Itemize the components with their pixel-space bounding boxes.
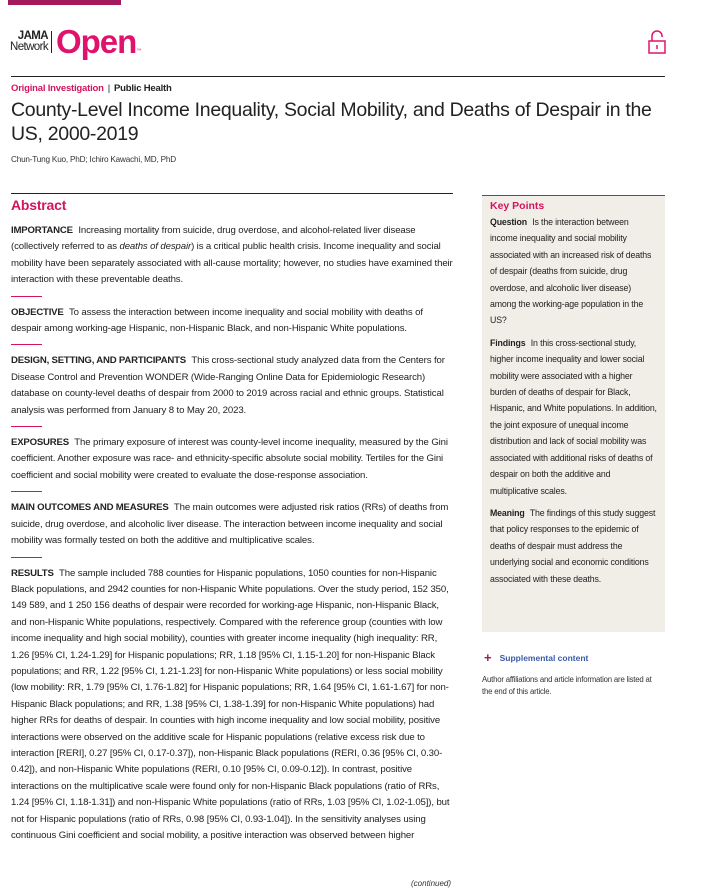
supplemental-label[interactable]: Supplemental content xyxy=(499,652,589,663)
open-access-lock-icon xyxy=(648,30,666,54)
abstract-outcomes xyxy=(11,500,453,549)
findings-text: In this cross-sectional study, higher income inequality and lower social mobility were associated with a higher burden of deaths of despair for Black, Hispanic, and White populations. In addition, the joint exposure of unequal income distribution and lack of social mobility was associated with additional risks of deaths of despair on both the additive and multiplicative scales. xyxy=(490,337,657,496)
author-affiliations-note: Author affiliations and article information are listed at the end of this article. xyxy=(482,675,652,696)
abstract-importance xyxy=(11,223,453,289)
results-text: The sample included 788 counties for Hispanic populations, 1050 counties for non-Hispanic Black populations, and 2942 counties for non-Hispanic White populations. Over the study period, 152 350, 149 589, and 1 250 156 deaths of despair were recorded for working-age Hispanic, non-Hispanic Black, and non-Hispanic White populations, respectively. Compared with the reference group (counties with low income inequality and high social mobility), counties with greater income inequality (high inequality: RR, 1.26 [95% CI, 1.24-1.29] for Hispanic populations; RR, 1.18 [95% CI, 1.15-1.20] for non-Hispanic Black populations; and RR, 1.22 [95% CI, 1.21-1.23] for non-Hispanic White populations) or less social mobility (low mobility: RR, 1.79 [95% CI, 1.76-1.82] for Hispanic populations; RR, 1.64 [95% CI, 1.61-1.67] for non-Hispanic Black populations; and RR, 1.38 [95% CI, 1.38-1.39] for non-Hispanic White populations) had higher RRs for deaths of despair. In counties with high income inequality and low social mobility, positive interactions were observed on the additive scale for Hispanic populations (relative excess risk due to interaction [RERI], 0.27 [95% CI, 0.17-0.37]), non-Hispanic Black populations (RERI, 0.36 [95% CI, 0.30-0.42]), and non-Hispanic White populations (RERI, 0.10 [95% CI, 0.09-0.12]). In contrast, positive interactions on the multiplicative scale were found only for non-Hispanic Black populations (ratio of RRs, 1.24 [95% CI, 1.18-1.31]) and non-Hispanic White populations (ratio of RRs, 1.03 [95% CI, 1.02-1.05]), but not for Hispanic populations (ratio of RRs, 0.98 [95% CI, 0.93-1.04]). In the sensitivity analyses using continuous Gini coefficient and social mobility, a positive interaction was observed between higher xyxy=(11,567,450,841)
objective-label: OBJECTIVE xyxy=(11,306,64,318)
exposures-text: The primary exposure of interest was county-level income inequality, measured by the Gini coefficient. Another exposure was race- and ethnicity-specific absolute social mobility. Tertiles for the Gini coefficient and social mobility were created to evaluate the dose-response association. xyxy=(11,437,448,481)
importance-text: Increasing mortality from suicide, drug overdose, and alcohol-related liver disease (collectively referred to as xyxy=(11,225,416,253)
abstract-exposures xyxy=(11,435,453,484)
outcomes-label: MAIN OUTCOMES AND MEASURES xyxy=(11,502,169,514)
key-points-meaning xyxy=(490,505,657,587)
section-divider xyxy=(11,344,42,345)
abstract-design xyxy=(11,353,453,419)
section-divider xyxy=(11,426,42,427)
key-points-box xyxy=(482,195,665,632)
question-text: Is the interaction between income inequality and social mobility associated with an increased risk of deaths of despair (deaths from suicide, drug overdose, and alcoholic liver disease) among the working-age population in the US? xyxy=(490,217,652,326)
design-text: This cross-sectional study analyzed data from the Centers for Disease Control and Prevention WONDER (Wide-Ranging Online Data for Epidemiologic Research) database on county-level deaths of despair from 2000 to 2019 across racial and ethnic groups. Statistical analysis was performed from January 8 to May 20, 2023. xyxy=(11,355,445,416)
findings-label: Findings xyxy=(490,337,526,348)
objective-text: To assess the interaction between income inequality and social mobility with deaths of despair among working-age Hispanic, non-Hispanic Black, and non-Hispanic White populations. xyxy=(11,306,423,335)
section-separator: | xyxy=(107,83,111,94)
jama-network-open-logo[interactable] xyxy=(10,24,141,60)
importance-label: IMPORTANCE xyxy=(11,225,73,236)
importance-italic-term: deaths of despair xyxy=(119,241,192,253)
logo-jama: JAMA xyxy=(17,30,48,42)
key-points-heading: Key Points xyxy=(490,200,545,212)
key-points-findings xyxy=(490,335,657,499)
supplemental-content-link[interactable] xyxy=(484,650,588,665)
article-category[interactable]: Original Investigation xyxy=(11,83,104,94)
logo-wordmark xyxy=(10,31,52,53)
section-divider xyxy=(11,557,42,558)
logo-tm: ™ xyxy=(136,48,142,54)
plus-icon: + xyxy=(484,650,492,665)
importance-text-end: ) is a critical public health crisis. Income inequality and social mobility have been separately associated with all-cause mortality; however, no studies have examined their interaction with these preventable deaths. xyxy=(11,241,453,286)
logo-open: Open xyxy=(55,23,137,60)
key-points-question xyxy=(490,214,657,329)
article-section-label xyxy=(11,83,172,94)
abstract-column xyxy=(11,193,453,844)
abstract-objective xyxy=(11,305,453,338)
abstract-divider xyxy=(11,193,453,194)
continued-note: (continued) xyxy=(411,879,452,888)
logo-network: Network xyxy=(10,41,48,53)
article-title: County-Level Income Inequality, Social Mobility, and Deaths of Despair in the US, 2000-2019 xyxy=(11,99,652,145)
header-divider xyxy=(11,76,665,77)
outcomes-text: The main outcomes were adjusted risk ratios (RRs) of deaths from suicide, drug overdose, and alcoholic liver disease. The interaction between income inequality and social mobility was formally tested on both the additive and multiplicative scales. xyxy=(11,502,449,547)
top-accent-bar xyxy=(8,0,121,5)
article-subcategory[interactable]: Public Health xyxy=(114,83,172,94)
meaning-text: The findings of this study suggest that policy responses to the epidemic of deaths of despair must address the underlying social and economic conditions associated with these deaths. xyxy=(490,507,656,584)
design-label: DESIGN, SETTING, AND PARTICIPANTS xyxy=(11,355,186,367)
abstract-heading: Abstract xyxy=(11,197,67,213)
question-label: Question xyxy=(490,217,527,227)
section-divider xyxy=(11,491,42,492)
results-label: RESULTS xyxy=(11,567,54,579)
section-divider xyxy=(11,296,42,297)
exposures-label: EXPOSURES xyxy=(11,437,69,449)
abstract-results xyxy=(11,566,453,845)
meaning-label: Meaning xyxy=(490,507,525,518)
article-authors: Chun-Tung Kuo, PhD; Ichiro Kawachi, MD, PhD xyxy=(11,155,176,164)
